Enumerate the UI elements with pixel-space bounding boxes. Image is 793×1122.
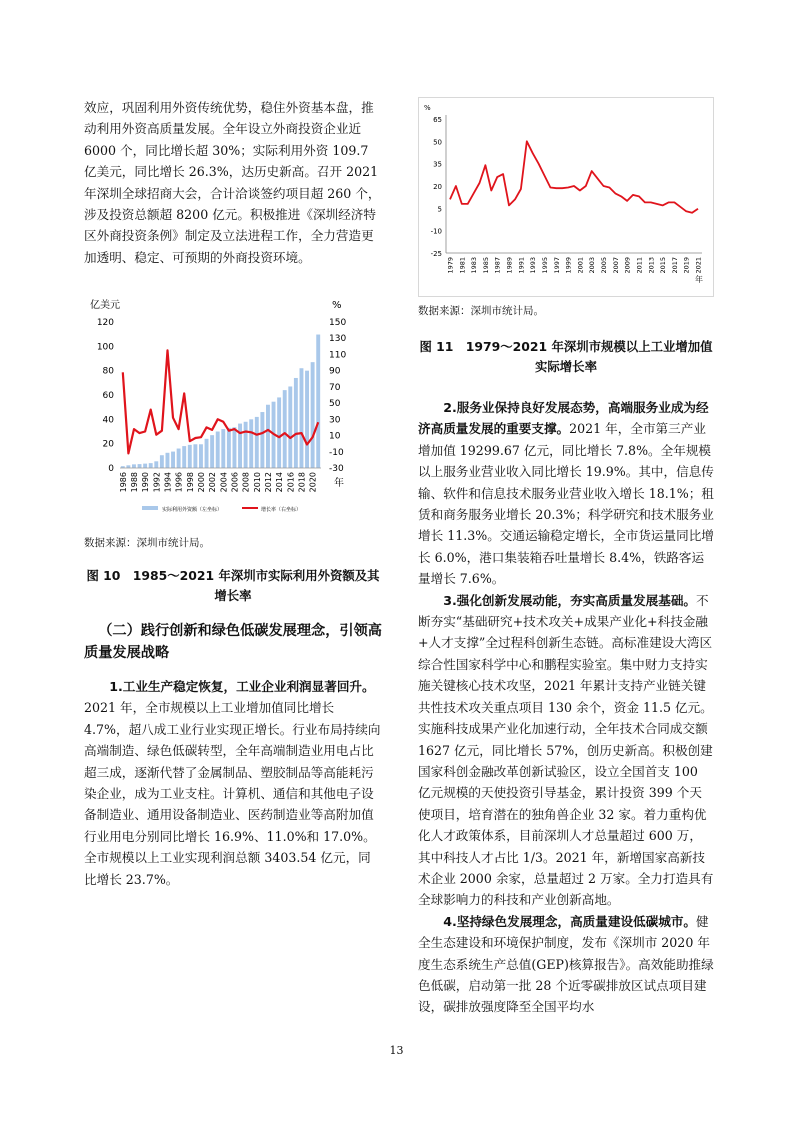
fig10-source	[84, 536, 382, 550]
para-services-title: 2.服务业保持良好发展态势，高端服务业成为经济高质量发展的重要支撑。	[418, 400, 709, 437]
fig10-left-unit: 亿美元	[90, 300, 120, 311]
fig11-source	[418, 304, 714, 318]
fig11-y-tick: 65	[433, 116, 442, 124]
fig10-bar	[177, 449, 181, 468]
fig10-bar	[260, 412, 264, 468]
fig10-right-unit: %	[332, 300, 342, 311]
para-green-body: 健全生态建设和环境保护制度，发布《深圳市 2020 年度生态系统生产总值(GEP)核算报告》。高效能助推绿色低碳，启动第一批 28 个近零碳排放区试点项目建设，碳排放强度降至全国平均水	[418, 913, 714, 1015]
fig10-legend-line-label: 增长率（右坐标）	[261, 507, 302, 513]
fig10-bar	[160, 455, 164, 468]
fig10-left-tick: 40	[102, 415, 114, 426]
para-industry-title: 1.工业生产稳定恢复，工业企业利润显著回升。	[109, 679, 375, 694]
fig10-right-tick: 30	[329, 415, 341, 426]
fig10-bar	[294, 378, 298, 468]
fig11-x-tick: 1995	[540, 257, 549, 274]
fig10-x-tick: 2002	[208, 472, 218, 493]
fig10-bar	[311, 362, 315, 468]
fig10-left-tick: 20	[102, 439, 114, 450]
fig10-legend-bar-swatch	[142, 506, 158, 510]
fig10-bar	[171, 452, 175, 468]
fig11-x-tick: 1997	[552, 257, 561, 274]
fig11-x-tick: 2009	[623, 257, 632, 274]
fig10-right-tick: -10	[329, 447, 344, 458]
para-innovation-body: 不断夯实“基础研究+技术攻关+成果产业化+科技金融+人才支撑”全过程科创新生态链。高标准建设大湾区综合性国家科学中心和鹏程实验室。集中财力支持实施关键核心技术攻坚，2021 年累计支持产业链关键共性技术攻关重点项目 130 余个，资金 11.5 亿元。实施科技成果产业化加速行动，全年技术合同成交额 1627 亿元，同比增长 57%，创历史新高。积极创建国家科创金融改革创新试验区，设立全国首支 100 亿元规模的天使投资引导基金，累计投资 399 个天使项目，培育潜在的独角兽企业 32 家。着力重构优化人才政策体系，目前深圳人才总量超过 600 万，其中科技人才占比 1/3。2021 年，新增国家高新技术企业 2000 余家，总量超过 2 万家。全力打造具有全球影响力的科技和产业创新高地。	[418, 592, 714, 908]
fig11-growth-line	[450, 141, 698, 213]
fig10-bar	[166, 453, 170, 468]
fig10-bar	[227, 428, 231, 468]
section-heading: （二）践行创新和绿色低碳发展理念，引领高质量发展战略	[84, 623, 382, 661]
para-green-title: 4.坚持绿色发展理念，高质量建设低碳城市。	[443, 913, 697, 929]
fig10-x-tick: 1988	[129, 472, 139, 493]
para-innovation-title: 3.强化创新发展动能，夯实高质量发展基础。	[443, 592, 697, 608]
fig10-right-tick: 90	[329, 366, 341, 377]
fig11-x-tick: 2019	[682, 257, 691, 274]
fig10-bar	[221, 429, 225, 468]
fig11-x-tick: 2005	[600, 257, 609, 274]
fig10-bar	[249, 419, 253, 468]
fig11-x-tick: 2013	[647, 257, 656, 274]
fig10-bar	[132, 464, 136, 468]
fig10-x-tick: 2014	[275, 472, 285, 493]
fig11-x-tick: 1987	[493, 257, 502, 274]
fig10-x-tick: 1994	[163, 472, 173, 493]
fig10-bar	[238, 424, 242, 468]
fig10-x-tick: 2010	[252, 472, 262, 493]
para-services	[418, 397, 714, 590]
fig10-right-tick: 10	[329, 431, 341, 442]
fig11-x-tick: 2003	[588, 257, 597, 274]
fig10-caption-block	[84, 566, 382, 606]
fig10-year-label: 年	[334, 478, 344, 489]
left-lower-block	[84, 620, 382, 890]
fig10-source-text: 数据来源：深圳市统计局。	[84, 537, 210, 549]
fig10-bar	[316, 335, 320, 468]
fig10-bar	[138, 464, 142, 468]
fig10-left-tick: 100	[96, 342, 114, 353]
fig10-bar	[266, 405, 270, 468]
fig11-caption: 图 11 1979～2021 年深圳市规模以上工业增加值实际增长率	[419, 339, 713, 374]
fig10-svg	[84, 296, 354, 532]
fig10-x-tick: 1998	[185, 472, 195, 493]
fig10-bar	[154, 461, 158, 468]
fig11-y-tick: 20	[433, 183, 442, 191]
fig10-right-tick: 150	[329, 318, 347, 328]
fig10-right-tick: 50	[329, 399, 341, 410]
fig10-bar	[300, 368, 304, 468]
para-green	[418, 911, 714, 1018]
fig10-x-tick: 2020	[308, 472, 318, 493]
fig11-y-tick: -10	[430, 227, 442, 236]
fig10-x-tick: 2016	[286, 472, 296, 493]
right-column	[418, 397, 714, 1018]
fig10-x-tick: 2008	[241, 472, 251, 493]
fig11-x-tick: 2011	[635, 257, 644, 274]
fig11-x-tick: 1999	[564, 257, 573, 274]
fig10-right-tick: 110	[329, 350, 347, 361]
fig10-x-tick: 1992	[152, 472, 162, 493]
fig10-x-tick: 2018	[297, 472, 307, 493]
fig10-x-tick: 1990	[141, 472, 151, 493]
fig11-y-tick: -25	[430, 250, 442, 258]
fig10-left-tick: 60	[102, 391, 114, 401]
fig10-x-tick: 2012	[263, 472, 273, 493]
fig10-bar	[277, 397, 281, 468]
fig11-x-tick: 2017	[670, 257, 679, 274]
fig10-bar	[188, 445, 192, 468]
para-industry-body: 2021 年，全市规模以上工业增加值同比增长 4.7%，超八成工业行业实现正增长。行业布局持续向高端制造、绿色低碳转型，全年高端制造业用电占比超三成，逐渐代替了金属制品、塑胶制品等高能耗污染企业，成为工业支柱。计算机、通信和其他电子设备制造业、通用设备制造业、医药制造业等高附加值行业用电分别同比增长 16.9%、11.0%和 17.0%。全市规模以上工业实现利润总额 3403.54 亿元，同比增长 23.7%。	[84, 700, 381, 887]
para-services-body: 2021 年，全市第三产业增加值 19299.67 亿元，同比增长 7.8%。全年规模以上服务业营业收入同比增长 19.9%。其中，信息传输、软件和信息技术服务业营业收入增长 18.1%；租赁和商务服务业增长 20.3%；科学研究和技术服务业增长 11.3%。交通运输稳定增长，全市货运量同比增长 6.0%，港口集装箱吞吐量增长 8.4%，铁路客运量增长 7.6%。	[418, 421, 714, 587]
fig10-x-tick: 1986	[118, 472, 128, 493]
left-column	[84, 97, 382, 268]
fig10-chart	[84, 296, 354, 536]
para-industry	[84, 676, 382, 890]
fig11-caption-block	[418, 337, 714, 377]
fig10-bar	[210, 435, 214, 468]
fig10-x-tick: 1996	[174, 472, 184, 493]
fig10-bar	[205, 439, 209, 468]
fig10-bar	[143, 464, 147, 468]
fig10-bar	[255, 417, 259, 468]
fig11-chart	[418, 97, 714, 301]
fig10-right-tick: -30	[329, 464, 344, 474]
fig11-y-tick: 5	[437, 205, 442, 214]
fig10-x-tick: 2000	[196, 472, 206, 493]
fig11-x-tick: 1985	[481, 257, 490, 274]
fig11-source-text: 数据来源：深圳市统计局。	[418, 305, 544, 317]
fig11-x-tick: 2015	[659, 257, 668, 274]
fig11-y-tick: 50	[433, 138, 442, 147]
fig10-bar	[216, 432, 220, 469]
intro-paragraph: 效应，巩固利用外资传统优势，稳住外资基本盘，推动利用外资高质量发展。全年设立外商投资企业近 6000 个，同比增长超 30%；实际利用外资 109.7 亿美元，同比增长 26.3%，达历史新高。召开 2021 年深圳全球招商大会，合计洽谈签约项目超 260 个，涉及投资总额超 8200 亿元。积极推进《深圳经济特区外商投资条例》制定及立法进程工作，全力营造更加透明、稳定、可预期的外商投资环境。	[84, 100, 381, 265]
fig10-bar	[193, 444, 197, 468]
fig11-x-tick: 1979	[446, 257, 455, 274]
fig10-bar	[305, 371, 309, 468]
fig11-x-tick: 1983	[470, 257, 479, 274]
fig10-bar	[126, 465, 130, 468]
fig10-right-tick: 130	[329, 334, 347, 345]
fig10-bar	[244, 422, 248, 468]
fig11-x-tick: 1993	[529, 257, 538, 274]
fig10-left-tick: 120	[96, 318, 114, 328]
fig11-year-label: 年	[695, 275, 703, 284]
fig11-svg	[418, 97, 714, 297]
fig11-x-tick: 1981	[458, 257, 467, 274]
page-number: 13	[389, 1044, 404, 1057]
fig11-unit: %	[424, 104, 431, 112]
para-innovation	[418, 590, 714, 911]
fig11-y-tick: 35	[433, 160, 442, 169]
fig10-legend-bar-label: 实际利用外资额（左坐标）	[162, 507, 223, 513]
fig11-x-tick: 2021	[694, 257, 703, 274]
fig11-x-tick: 2007	[611, 257, 620, 274]
fig11-x-tick: 2001	[576, 257, 585, 274]
fig10-left-tick: 80	[102, 366, 114, 377]
fig10-x-tick: 2006	[230, 472, 240, 493]
fig10-bar	[288, 386, 292, 468]
fig11-x-tick: 1991	[517, 257, 526, 274]
fig10-bar	[199, 444, 203, 468]
fig10-bar	[283, 390, 287, 468]
fig10-bar	[149, 463, 153, 468]
fig10-left-tick: 0	[108, 464, 114, 474]
fig10-x-tick: 2004	[219, 472, 229, 493]
fig10-bar	[182, 446, 186, 468]
fig11-x-tick: 1989	[505, 257, 514, 274]
fig10-caption: 图 10 1985～2021 年深圳市实际利用外资额及其增长率	[86, 568, 380, 603]
fig10-right-tick: 70	[329, 382, 341, 393]
fig10-bar	[233, 427, 237, 468]
